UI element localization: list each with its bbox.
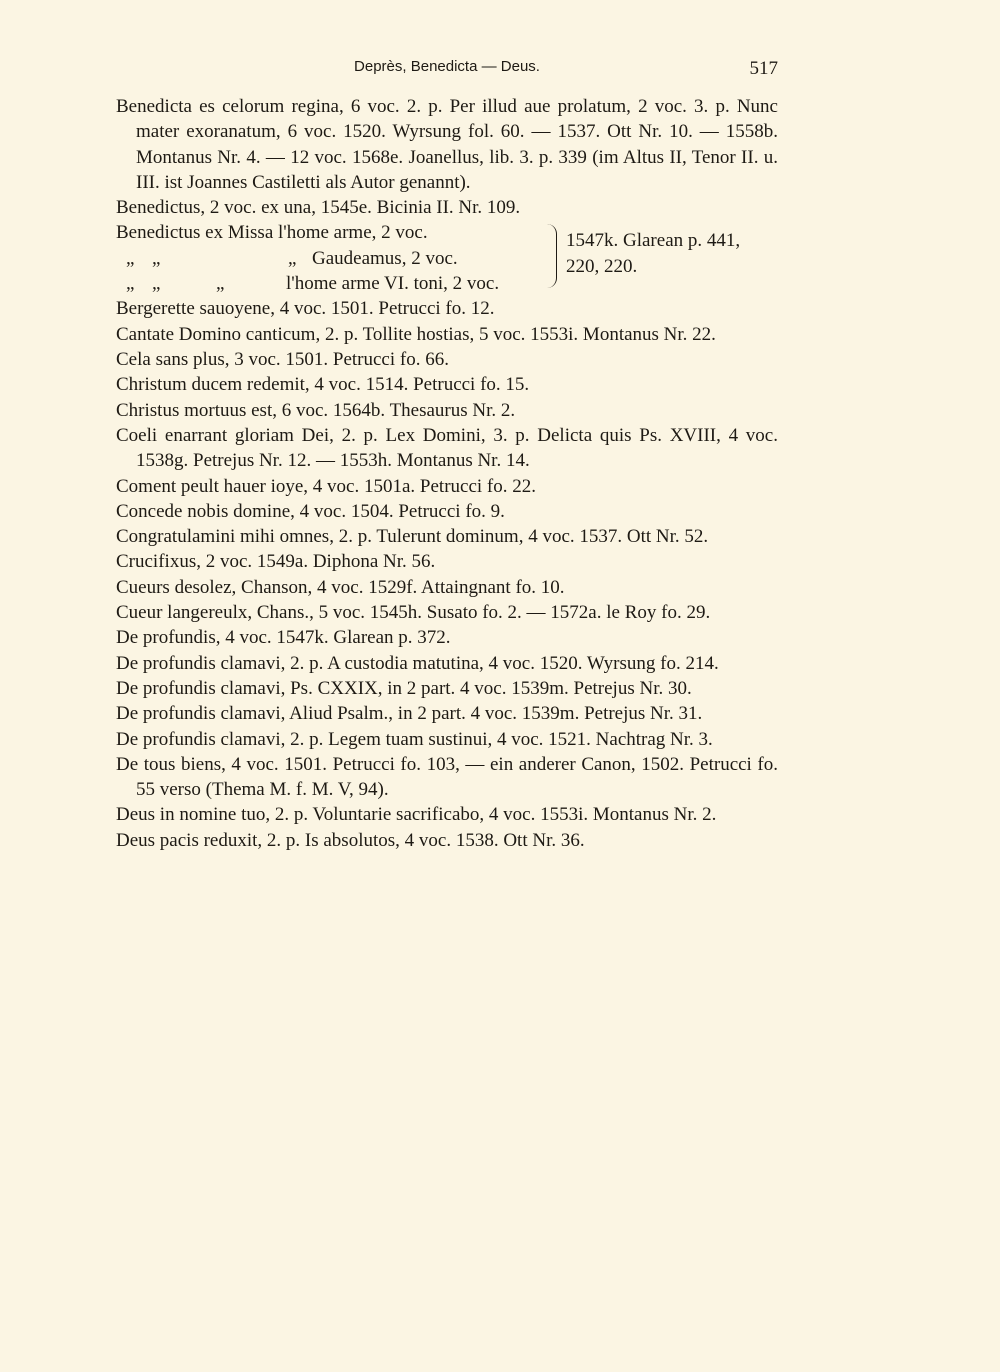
page-number: 517 xyxy=(749,58,778,79)
catalog-entry: De profundis clamavi, Ps. CXXIX, in 2 part. 4 voc. 1539m. Petrejus Nr. 30. xyxy=(116,677,692,699)
ditto-mark: „ xyxy=(126,247,135,269)
benedictus-group xyxy=(116,220,778,296)
ditto-mark: „ xyxy=(216,273,225,295)
shared-reference: 1547k. Glarean p. 441, 220, 220. xyxy=(566,230,741,277)
group-line-text: Benedictus ex Missa l'home arme, 2 voc. xyxy=(116,222,428,244)
catalog-entry: Cela sans plus, 3 voc. 1501. Petrucci fo. 66. xyxy=(116,349,449,371)
ditto-mark: „ xyxy=(288,247,297,269)
group-line-text: Gaudeamus, 2 voc. xyxy=(312,247,458,269)
catalog-entry: Cantate Domino canticum, 2. p. Tollite hostias, 5 voc. 1553i. Montanus Nr. 22. xyxy=(116,323,716,345)
catalog-entry: Coment peult hauer ioye, 4 voc. 1501a. Petrucci fo. 22. xyxy=(116,475,537,497)
catalog-entry: De profundis, 4 voc. 1547k. Glarean p. 372. xyxy=(116,627,451,649)
ditto-mark: „ xyxy=(152,273,161,295)
catalog-entry: Christum ducem redemit, 4 voc. 1514. Petrucci fo. 15. xyxy=(116,374,530,396)
catalog-entry: Benedicta es celorum regina, 6 voc. 2. p. Per illud aue prolatum, 2 voc. 3. p. Nunc mater exoranatum, 6 voc. 1520. Wyrsung fol. 60. — 1537. Ott Nr. 10. — 1558b. Montanus Nr. 4. — 12 voc. 1568e. Joanellus, lib. 3. p. 339 (im Altus II, Tenor II. u. III. ist Joannes Castiletti als Autor genannt). xyxy=(116,96,778,193)
ditto-marks xyxy=(116,246,176,271)
catalog-entry: Deus in nomine tuo, 2. p. Voluntarie sacrificabo, 4 voc. 1553i. Montanus Nr. 2. xyxy=(116,804,717,826)
catalog-entry: De tous biens, 4 voc. 1501. Petrucci fo. 103, — ein anderer Canon, 1502. Petrucci fo. 55 verso (Thema M. f. M. V, 94). xyxy=(116,753,778,801)
catalog-entry: Benedictus, 2 voc. ex una, 1545e. Bicinia II. Nr. 109. xyxy=(116,197,521,219)
catalog-entry: Concede nobis domine, 4 voc. 1504. Petrucci fo. 9. xyxy=(116,500,505,522)
running-head: Deprès, Benedicta — Deus. xyxy=(354,58,540,75)
ditto-mark: „ xyxy=(152,247,161,269)
catalog-entry: Crucifixus, 2 voc. 1549a. Diphona Nr. 56. xyxy=(116,551,436,573)
catalog-entries xyxy=(116,94,778,853)
catalog-entry: Christus mortuus est, 6 voc. 1564b. Thesaurus Nr. 2. xyxy=(116,399,516,421)
catalog-entry: De profundis clamavi, Aliud Psalm., in 2 part. 4 voc. 1539m. Petrejus Nr. 31. xyxy=(116,703,703,725)
catalog-entry: Coeli enarrant gloriam Dei, 2. p. Lex Domini, 3. p. Delicta quis Ps. XVIII, 4 voc. 1538g. Petrejus Nr. 12. — 1553h. Montanus Nr. 14. xyxy=(116,424,778,472)
group-line-text: l'home arme VI. toni, 2 voc. xyxy=(286,273,500,295)
catalog-entry: Congratulamini mihi omnes, 2. p. Tulerunt dominum, 4 voc. 1537. Ott Nr. 52. xyxy=(116,526,709,548)
catalog-entry: Cueur langereulx, Chans., 5 voc. 1545h. Susato fo. 2. — 1572a. le Roy fo. 29. xyxy=(116,602,711,624)
grouping-brace xyxy=(544,224,557,288)
catalog-entry: Deus pacis reduxit, 2. p. Is absolutos, 4 voc. 1538. Ott Nr. 36. xyxy=(116,829,585,851)
catalog-entry: De profundis clamavi, 2. p. A custodia matutina, 4 voc. 1520. Wyrsung fo. 214. xyxy=(116,652,719,674)
ditto-mark: „ xyxy=(126,273,135,295)
catalog-entry: Bergerette sauoyene, 4 voc. 1501. Petrucci fo. 12. xyxy=(116,298,495,320)
ditto-marks xyxy=(116,271,176,296)
catalog-entry: Cueurs desolez, Chanson, 4 voc. 1529f. Attaingnant fo. 10. xyxy=(116,576,565,598)
catalog-entry: De profundis clamavi, 2. p. Legem tuam sustinui, 4 voc. 1521. Nachtrag Nr. 3. xyxy=(116,728,713,750)
